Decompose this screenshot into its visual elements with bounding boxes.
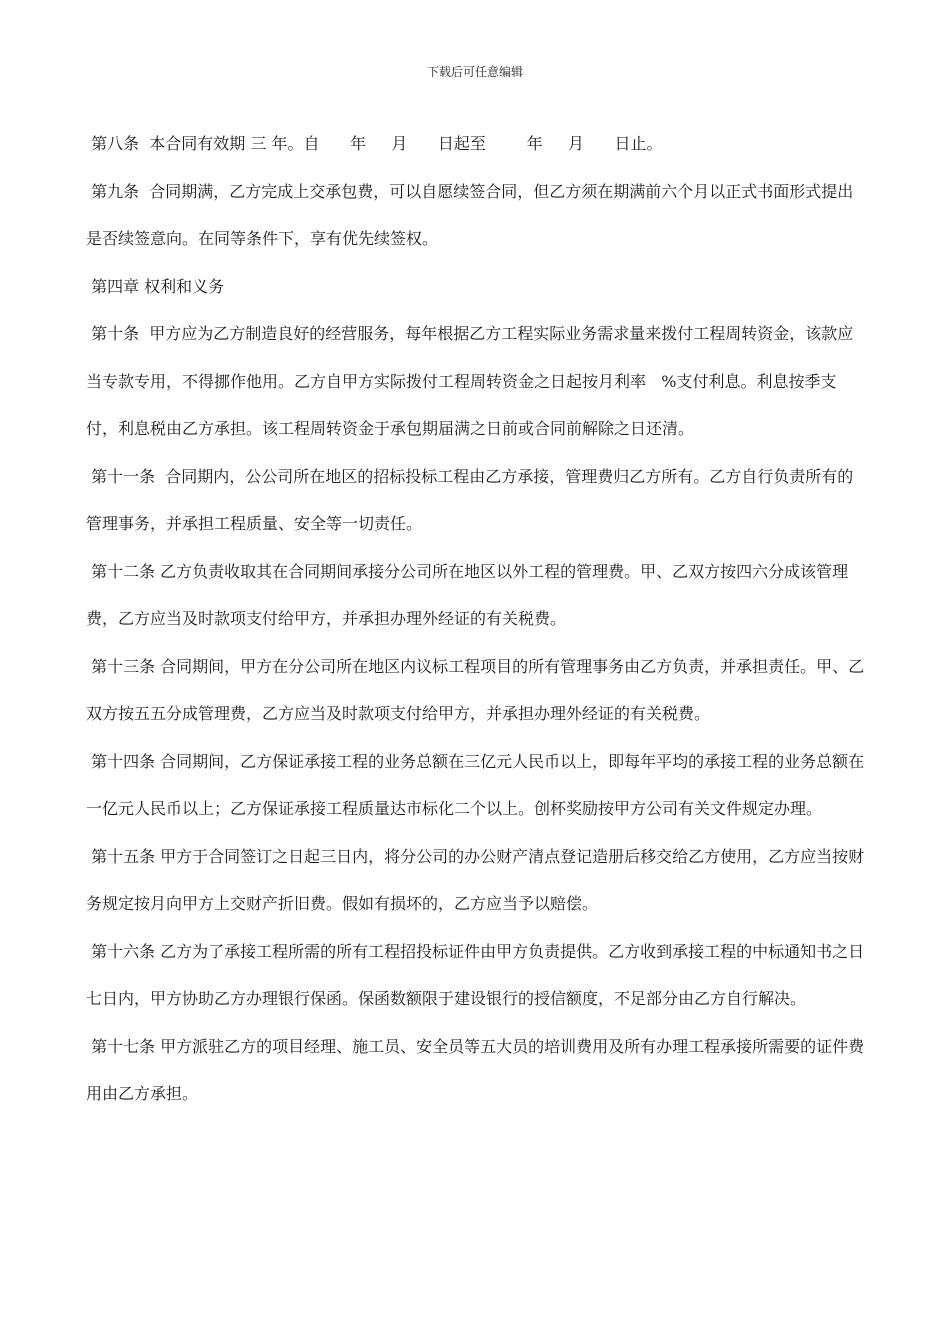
clause-article-17: 第十七条 甲方派驻乙方的项目经理、施工员、安全员等五大员的培训费用及所有办理工程承接所需要的证件费用由乙方承担。: [86, 1036, 865, 1103]
clause-article-8: 第八条 本合同有效期 三 年。自 年 月 日起至 年 月 日止。: [86, 134, 663, 153]
clause-article-16: 第十六条 乙方为了承接工程所需的所有工程招投标证件由甲方负责提供。乙方收到承接工程的中标通知书之日七日内，甲方协助乙方办理银行保函。保函数额限于建设银行的授信额度，不足部分由乙方自行解决。: [86, 941, 865, 1008]
clause-article-14: 第十四条 合同期间，乙方保证承接工程的业务总额在三亿元人民币以上，即每年平均的承接工程的业务总额在一亿元人民币以上；乙方保证承接工程质量达市标化二个以上。创杯奖励按甲方公司有关文件规定办理。: [86, 751, 865, 818]
clause-article-11: 第十一条 合同期内，公公司所在地区的招标投标工程由乙方承接，管理费归乙方所有。乙方自行负责所有的管理事务，并承担工程质量、安全等一切责任。: [86, 466, 854, 533]
clause-article-9: 第九条 合同期满，乙方完成上交承包费，可以自愿续签合同，但乙方须在期满前六个月以正式书面形式提出是否续签意向。在同等条件下，享有优先续签权。: [86, 181, 854, 248]
clause-article-13: 第十三条 合同期间，甲方在分公司所在地区内议标工程项目的所有管理事务由乙方负责，并承担责任。甲、乙双方按五五分成管理费，乙方应当及时款项支付给甲方，并承担办理外经证的有关税费。: [86, 656, 865, 723]
document-body: [86, 120, 866, 1118]
clause-article-15: 第十五条 甲方于合同签订之日起三日内，将分公司的办公财产清点登记造册后移交给乙方使用，乙方应当按财务规定按月向甲方上交财产折旧费。假如有损坏的，乙方应当予以赔偿。: [86, 846, 865, 913]
clause-article-10: 第十条 甲方应为乙方制造良好的经营服务，每年根据乙方工程实际业务需求量来拨付工程周转资金，该款应当专款专用，不得挪作他用。乙方自甲方实际拨付工程周转资金之日起按月利率 %支付利息。利息按季支付，利息税由乙方承担。该工程周转资金于承包期届满之日前或合同前解除之日还清。: [86, 324, 854, 438]
chapter-heading-4: 第四章 权利和义务: [86, 276, 225, 296]
clause-article-12: 第十二条 乙方负责收取其在合同期间承接分公司所在地区以外工程的管理费。甲、乙双方按四六分成该管理费，乙方应当及时款项支付给甲方，并承担办理外经证的有关税费。: [86, 561, 849, 628]
page-header-note: 下载后可任意编辑: [426, 65, 523, 79]
